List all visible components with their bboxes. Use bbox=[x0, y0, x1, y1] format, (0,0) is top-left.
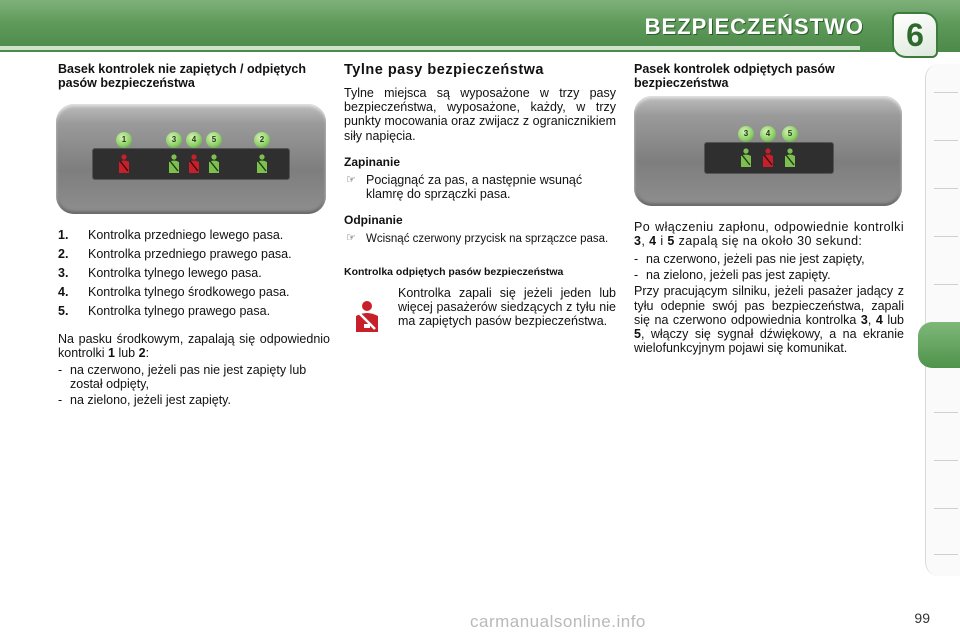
subheading: Zapinanie bbox=[344, 154, 401, 169]
paragraph bbox=[634, 220, 904, 248]
lamp-list-block bbox=[58, 228, 330, 407]
dash-item: - na czerwono, jeżeli pas nie jest zapięty, bbox=[634, 252, 904, 266]
lamp-list bbox=[58, 228, 330, 318]
pointer-icon: ☞ bbox=[346, 231, 356, 244]
tab-divider bbox=[934, 188, 958, 189]
text-run: , włączy się sygnał dźwiękowy, a na ekranie wielofunkcyjnym pojawi się komunikat. bbox=[634, 327, 904, 356]
tab-divider bbox=[934, 284, 958, 285]
list-number: 5. bbox=[58, 304, 69, 318]
tab-active-chapter[interactable] bbox=[918, 322, 960, 368]
lamp-label: 4 bbox=[760, 126, 776, 142]
list-text: Kontrolka przedniego lewego pasa. bbox=[88, 228, 284, 242]
section-heading: Basek kontrolek nie zapiętych / odpiętych pasów bezpieczeństwa bbox=[58, 62, 306, 90]
text-run: Na pasku środkowym, zapalają się odpowiednio kontrolki bbox=[58, 332, 330, 361]
seatbelt-green-icon bbox=[207, 154, 221, 174]
tab-divider bbox=[934, 554, 958, 555]
text-run: , bbox=[867, 312, 876, 327]
dash-item: - na czerwono, jeżeli pas nie jest zapięty lub został odpięty, bbox=[58, 363, 330, 391]
tab-divider bbox=[934, 140, 958, 141]
text-run: 3 bbox=[860, 312, 868, 327]
section-heading: Tylne pasy bezpieczeństwa bbox=[344, 62, 544, 78]
text-run: i bbox=[656, 234, 668, 249]
chapter-number: 6 bbox=[906, 17, 924, 53]
page-number: 99 bbox=[914, 610, 930, 626]
seatbelt-green-icon bbox=[167, 154, 181, 174]
list-number: 2. bbox=[58, 247, 69, 261]
seatbelt-green-icon bbox=[255, 154, 269, 174]
list-item bbox=[58, 285, 330, 299]
bullet-item bbox=[344, 231, 616, 246]
paragraph: Tylne miejsca są wyposażone w trzy pasy bezpieczeństwa, wyposażone, każdy, w trzy punkty mocowania oraz zwijacz z ogranicznikiem siły napięcia. bbox=[344, 86, 616, 143]
text-run: 2 bbox=[138, 346, 146, 361]
seatbelt-warning-icon bbox=[352, 300, 382, 334]
text-run: lub bbox=[114, 346, 139, 361]
list-text: Kontrolka tylnego lewego pasa. bbox=[88, 266, 262, 280]
text-run: 3 bbox=[634, 234, 642, 249]
text-run: 4 bbox=[875, 312, 883, 327]
tab-divider bbox=[934, 460, 958, 461]
tab-divider bbox=[934, 236, 958, 237]
text-run: 4 bbox=[649, 234, 657, 249]
tab-divider bbox=[934, 508, 958, 509]
pointer-icon: ☞ bbox=[346, 173, 356, 186]
list-text: Kontrolka przedniego prawego pasa. bbox=[88, 247, 292, 261]
text-run: , bbox=[641, 234, 650, 249]
list-item bbox=[58, 304, 330, 318]
text-run: : bbox=[145, 346, 150, 361]
watermark: carmanualsonline.info bbox=[470, 612, 646, 631]
chapter-badge bbox=[892, 12, 938, 58]
page-title: BEZPIECZEŃSTWO bbox=[644, 14, 864, 39]
text-run: 5 bbox=[667, 234, 675, 249]
warning-panel-image bbox=[56, 104, 326, 214]
lamp-label: 3 bbox=[738, 126, 754, 142]
text-run: zapalą się na około 30 sekund: bbox=[674, 234, 863, 249]
column-front-belts bbox=[58, 62, 328, 90]
lamp-label: 5 bbox=[206, 132, 222, 148]
seatbelt-red-icon bbox=[187, 154, 201, 174]
seatbelt-green-icon bbox=[739, 148, 753, 168]
text-run: Przy pracującym silniku, jeżeli pasażer jadący z tyłu odepnie swój pas bezpieczeństwa, zapali się na czerwono odpowiednia kontrolka bbox=[634, 284, 904, 327]
chapter-tabs bbox=[925, 64, 960, 576]
text-run: Po włączeniu zapłonu, odpowiednie kontrolki bbox=[634, 220, 904, 234]
list-item bbox=[58, 228, 330, 242]
list-number: 1. bbox=[58, 228, 69, 242]
list-number: 4. bbox=[58, 285, 69, 299]
header-stripe bbox=[0, 46, 860, 50]
tab-divider bbox=[934, 412, 958, 413]
lamp-label: 4 bbox=[186, 132, 202, 148]
text-run: 5 bbox=[634, 327, 641, 342]
text-run: 1 bbox=[108, 346, 115, 361]
list-item bbox=[58, 266, 330, 280]
bullet-text: Pociągnąć za pas, a następnie wsunąć klamrę do sprzączki pasa. bbox=[366, 172, 583, 201]
list-text: Kontrolka tylnego środkowego pasa. bbox=[88, 285, 290, 299]
section-heading: Pasek kontrolek odpiętych pasów bezpieczeństwa bbox=[634, 62, 835, 90]
subheading: Odpinanie bbox=[344, 212, 403, 227]
column-rear-belts bbox=[344, 62, 616, 356]
bullet-text: Wcisnąć czerwony przycisk na sprzączce pasa. bbox=[366, 232, 609, 245]
warning-block bbox=[344, 286, 616, 356]
list-item bbox=[58, 247, 330, 261]
column-rear-lamp-strip bbox=[634, 62, 906, 90]
lamp-label: 1 bbox=[116, 132, 132, 148]
paragraph bbox=[58, 332, 330, 360]
seatbelt-green-icon bbox=[783, 148, 797, 168]
paragraph bbox=[634, 284, 904, 355]
lamp-label: 5 bbox=[782, 126, 798, 142]
rear-warning-panel-image bbox=[634, 96, 902, 206]
dash-item: - na zielono, jeżeli jest zapięty. bbox=[58, 393, 330, 407]
rear-lamp-text-block bbox=[634, 220, 904, 355]
bullet-item bbox=[344, 173, 616, 201]
seatbelt-red-icon bbox=[761, 148, 775, 168]
subheading: Kontrolka odpiętych pasów bezpieczeństwa bbox=[344, 265, 564, 278]
tab-divider bbox=[934, 92, 958, 93]
text-run: lub bbox=[882, 312, 904, 327]
dash-item: - na zielono, jeżeli pas jest zapięty. bbox=[634, 268, 904, 282]
lamp-label: 3 bbox=[166, 132, 182, 148]
seatbelt-red-icon bbox=[117, 154, 131, 174]
paragraph: Kontrolka zapali się jeżeli jeden lub więcej pasażerów siedzących z tyłu nie ma zapiętych pasów bezpieczeństwa. bbox=[398, 285, 616, 329]
lamp-label: 2 bbox=[254, 132, 270, 148]
list-number: 3. bbox=[58, 266, 69, 280]
list-text: Kontrolka tylnego prawego pasa. bbox=[88, 304, 271, 318]
